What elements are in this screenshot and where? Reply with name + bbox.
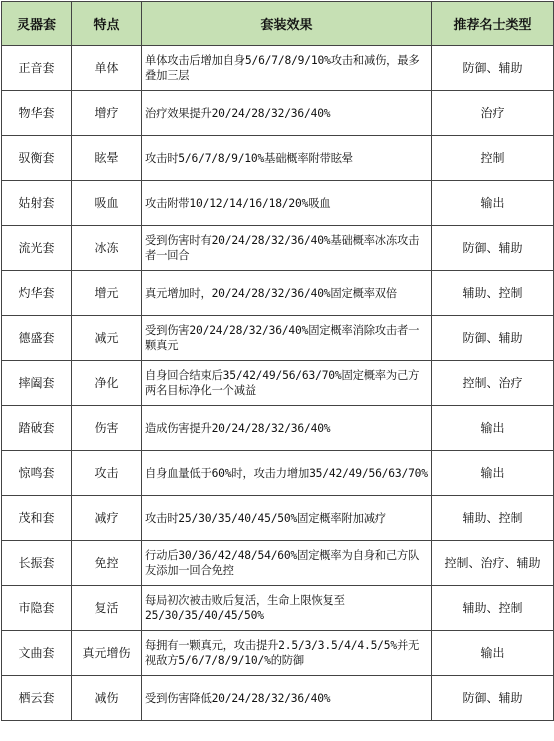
- feature-cell: 单体: [72, 46, 142, 91]
- set-name-cell: 栖云套: [2, 676, 72, 721]
- feature-cell: 伤害: [72, 406, 142, 451]
- feature-cell: 复活: [72, 586, 142, 631]
- table-row: [2, 226, 554, 271]
- effect-cell: 攻击时25/30/35/40/45/50%固定概率附加减疗: [142, 496, 432, 541]
- set-name-cell: 物华套: [2, 91, 72, 136]
- table-row: [2, 631, 554, 676]
- feature-cell: 减元: [72, 316, 142, 361]
- set-name-cell: 灼华套: [2, 271, 72, 316]
- feature-cell: 眩晕: [72, 136, 142, 181]
- set-name-cell: 惊鸣套: [2, 451, 72, 496]
- table-row: [2, 496, 554, 541]
- recommended-type-cell: 输出: [432, 181, 554, 226]
- table-row: [2, 361, 554, 406]
- table-row: [2, 541, 554, 586]
- recommended-type-cell: 控制、治疗、辅助: [432, 541, 554, 586]
- table-row: [2, 586, 554, 631]
- table-row: [2, 451, 554, 496]
- set-name-cell: 踏破套: [2, 406, 72, 451]
- effect-cell: 自身血量低于60%时，攻击力增加35/42/49/56/63/70%: [142, 451, 432, 496]
- effect-cell: 攻击附带10/12/14/16/18/20%吸血: [142, 181, 432, 226]
- table-row: [2, 181, 554, 226]
- recommended-type-cell: 输出: [432, 631, 554, 676]
- header-feature: 特点: [72, 2, 142, 46]
- recommended-type-cell: 输出: [432, 406, 554, 451]
- recommended-type-cell: 控制: [432, 136, 554, 181]
- feature-cell: 吸血: [72, 181, 142, 226]
- effect-cell: 真元增加时，20/24/28/32/36/40%固定概率双倍: [142, 271, 432, 316]
- feature-cell: 减疗: [72, 496, 142, 541]
- table-row: [2, 316, 554, 361]
- set-effects-table: [1, 1, 554, 721]
- table-row: [2, 136, 554, 181]
- feature-cell: 攻击: [72, 451, 142, 496]
- effect-cell: 攻击时5/6/7/8/9/10%基础概率附带眩晕: [142, 136, 432, 181]
- effect-cell: 造成伤害提升20/24/28/32/36/40%: [142, 406, 432, 451]
- table-row: [2, 46, 554, 91]
- feature-cell: 增元: [72, 271, 142, 316]
- set-name-cell: 姑射套: [2, 181, 72, 226]
- feature-cell: 净化: [72, 361, 142, 406]
- set-name-cell: 流光套: [2, 226, 72, 271]
- feature-cell: 减伤: [72, 676, 142, 721]
- set-name-cell: 摔阖套: [2, 361, 72, 406]
- effect-cell: 治疗效果提升20/24/28/32/36/40%: [142, 91, 432, 136]
- recommended-type-cell: 防御、辅助: [432, 226, 554, 271]
- table-row: [2, 271, 554, 316]
- header-row: [2, 2, 554, 46]
- effect-cell: 每局初次被击败后复活，生命上限恢复至25/30/35/40/45/50%: [142, 586, 432, 631]
- header-effect: 套装效果: [142, 2, 432, 46]
- table-row: [2, 91, 554, 136]
- header-type: 推荐名士类型: [432, 2, 554, 46]
- feature-cell: 冰冻: [72, 226, 142, 271]
- set-name-cell: 文曲套: [2, 631, 72, 676]
- table-body: [2, 46, 554, 721]
- effect-cell: 每拥有一颗真元，攻击提升2.5/3/3.5/4/4.5/5%并无视敌方5/6/7/8/9/10/%的防御: [142, 631, 432, 676]
- recommended-type-cell: 辅助、控制: [432, 496, 554, 541]
- set-name-cell: 正音套: [2, 46, 72, 91]
- effect-cell: 单体攻击后增加自身5/6/7/8/9/10%攻击和减伤，最多叠加三层: [142, 46, 432, 91]
- recommended-type-cell: 治疗: [432, 91, 554, 136]
- recommended-type-cell: 防御、辅助: [432, 676, 554, 721]
- recommended-type-cell: 输出: [432, 451, 554, 496]
- effect-cell: 受到伤害20/24/28/32/36/40%固定概率消除攻击者一颗真元: [142, 316, 432, 361]
- recommended-type-cell: 防御、辅助: [432, 316, 554, 361]
- feature-cell: 真元增伤: [72, 631, 142, 676]
- feature-cell: 免控: [72, 541, 142, 586]
- set-name-cell: 德盛套: [2, 316, 72, 361]
- effect-cell: 自身回合结束后35/42/49/56/63/70%固定概率为己方两名目标净化一个减益: [142, 361, 432, 406]
- effect-cell: 受到伤害时有20/24/28/32/36/40%基础概率冰冻攻击者一回合: [142, 226, 432, 271]
- set-name-cell: 长振套: [2, 541, 72, 586]
- effect-cell: 受到伤害降低20/24/28/32/36/40%: [142, 676, 432, 721]
- feature-cell: 增疗: [72, 91, 142, 136]
- recommended-type-cell: 辅助、控制: [432, 586, 554, 631]
- recommended-type-cell: 防御、辅助: [432, 46, 554, 91]
- table-row: [2, 406, 554, 451]
- recommended-type-cell: 辅助、控制: [432, 271, 554, 316]
- set-name-cell: 茂和套: [2, 496, 72, 541]
- effect-cell: 行动后30/36/42/48/54/60%固定概率为自身和己方队友添加一回合免控: [142, 541, 432, 586]
- set-name-cell: 驭衡套: [2, 136, 72, 181]
- header-set: 灵器套: [2, 2, 72, 46]
- table-row: [2, 676, 554, 721]
- recommended-type-cell: 控制、治疗: [432, 361, 554, 406]
- set-name-cell: 市隐套: [2, 586, 72, 631]
